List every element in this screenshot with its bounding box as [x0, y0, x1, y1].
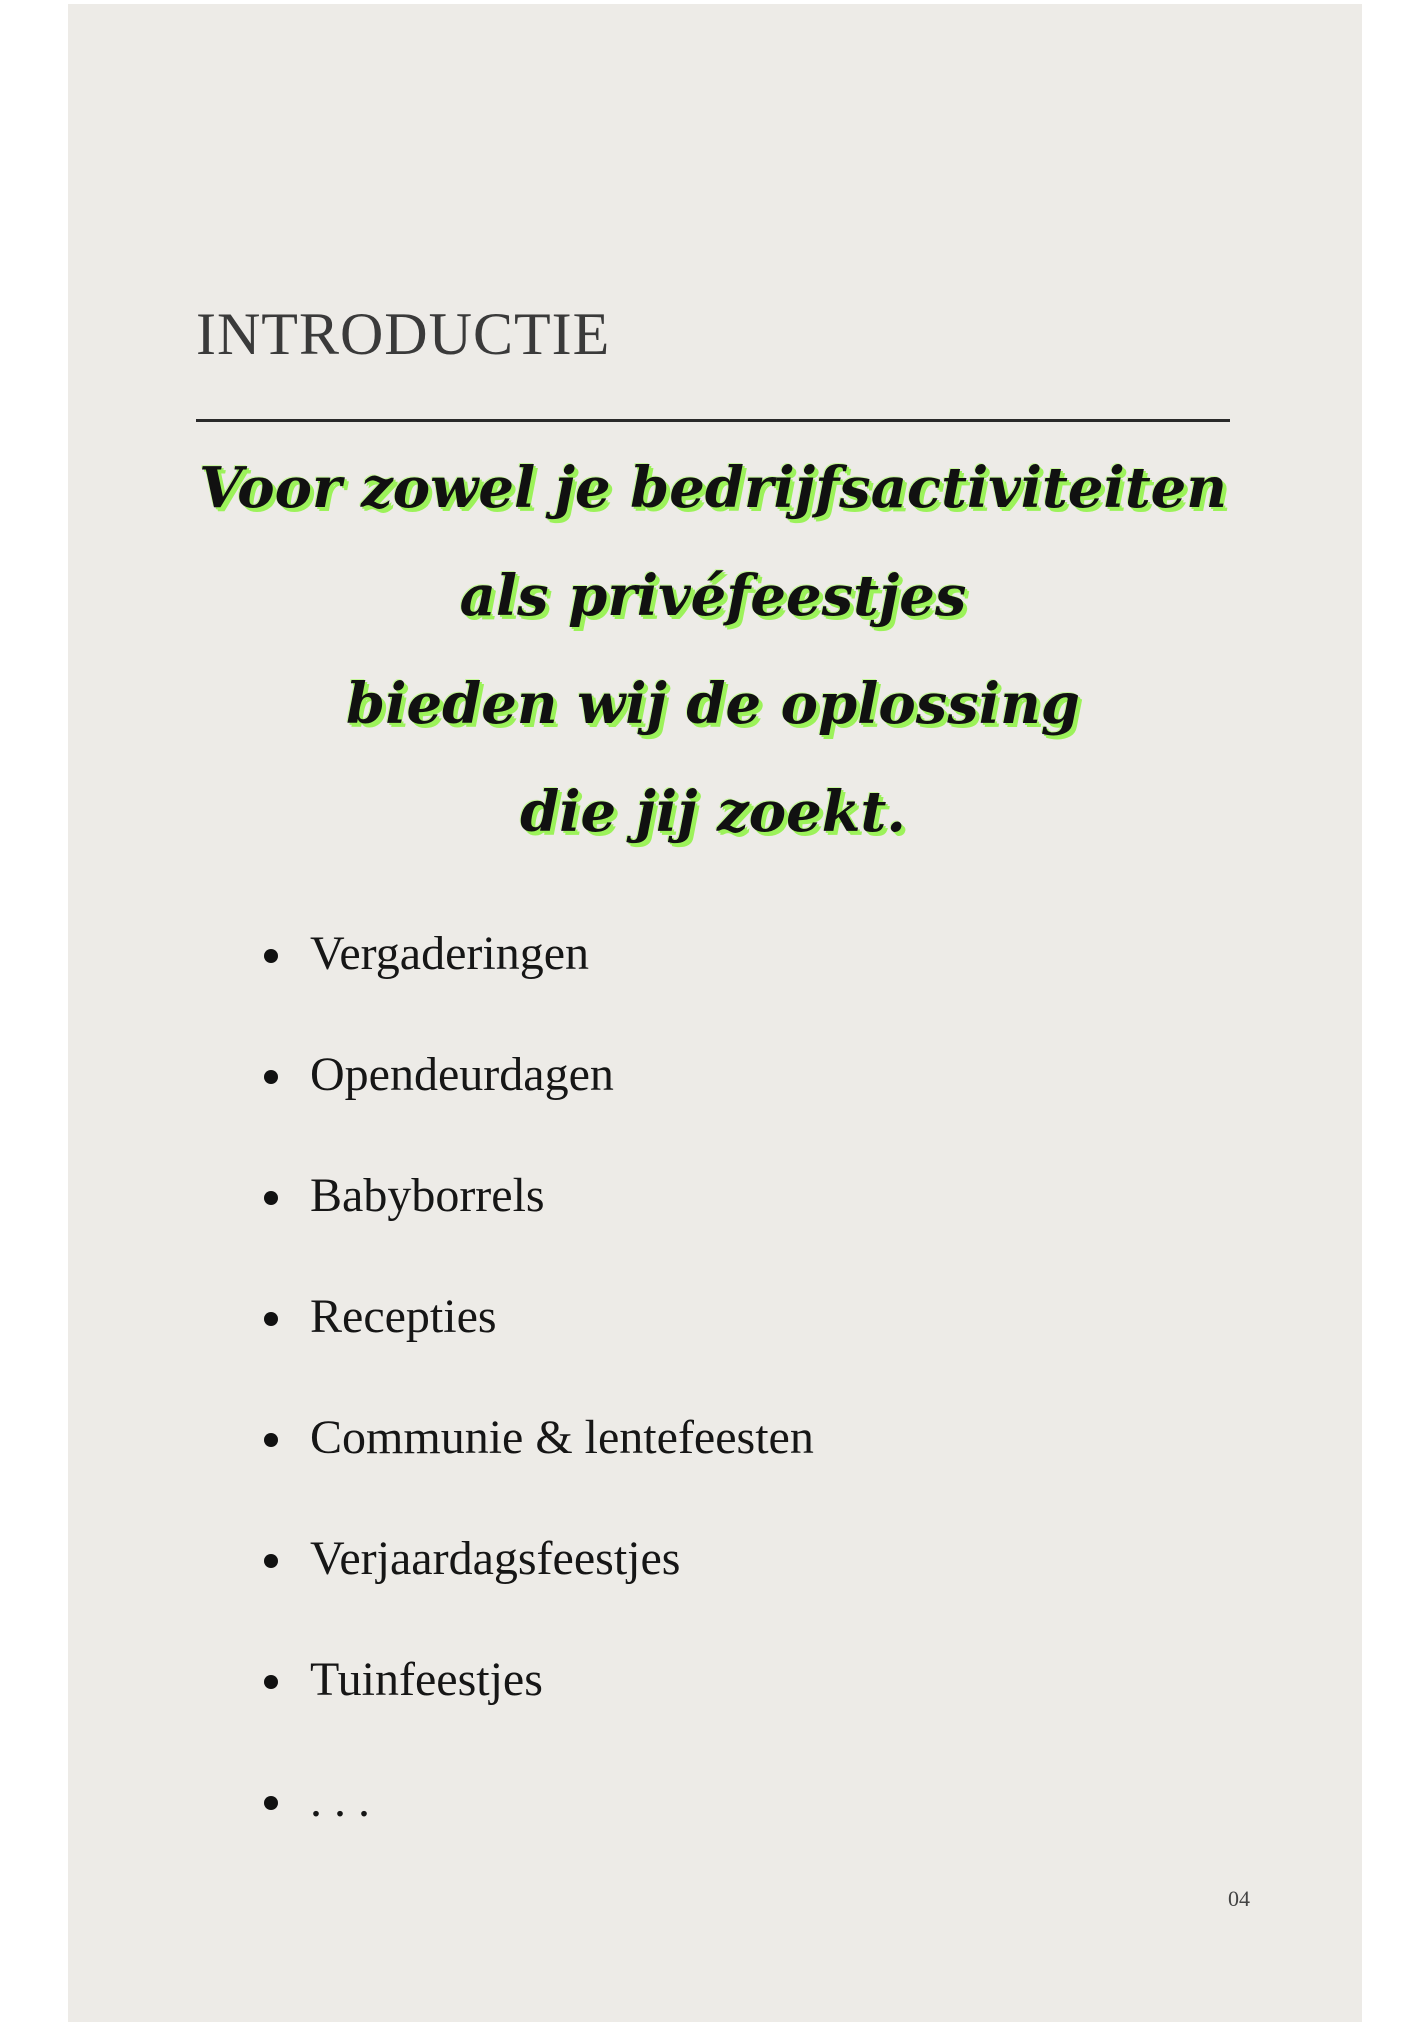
list-item — [264, 1756, 814, 1877]
list-item-label: . . . — [310, 1774, 370, 1827]
list-item — [264, 1393, 814, 1514]
page-title: INTRODUCTIE — [196, 301, 611, 367]
quote-line: Voor zowel je bedrijfsactiviteiten — [198, 455, 1228, 521]
list-item-label: Babyborrels — [310, 1169, 545, 1222]
list-item — [264, 1514, 814, 1635]
bullet-icon — [264, 1070, 278, 1084]
quote-line: die jij zoekt. — [520, 779, 906, 845]
list-item-label: Vergaderingen — [310, 927, 589, 980]
event-list — [264, 909, 814, 1877]
list-item — [264, 1151, 814, 1272]
list-item-label: Opendeurdagen — [310, 1048, 614, 1101]
intro-quote — [196, 434, 1230, 866]
page-number: 04 — [1228, 1886, 1250, 1911]
list-item-label: Recepties — [310, 1290, 497, 1343]
title-divider — [196, 419, 1230, 422]
document-page — [68, 4, 1362, 2022]
list-item — [264, 1635, 814, 1756]
list-item — [264, 1272, 814, 1393]
bullet-icon — [264, 1796, 278, 1810]
list-item — [264, 909, 814, 1030]
bullet-icon — [264, 1191, 278, 1205]
list-item-label: Verjaardagsfeestjes — [310, 1532, 681, 1585]
bullet-icon — [264, 1312, 278, 1326]
bullet-icon — [264, 1433, 278, 1447]
quote-line: bieden wij de oplossing — [346, 671, 1080, 737]
quote-line: als privéfeestjes — [459, 563, 967, 629]
bullet-icon — [264, 1675, 278, 1689]
bullet-icon — [264, 1554, 278, 1568]
list-item-label: Communie & lentefeesten — [310, 1411, 814, 1464]
bullet-icon — [264, 949, 278, 963]
list-item — [264, 1030, 814, 1151]
list-item-label: Tuinfeestjes — [310, 1653, 543, 1706]
